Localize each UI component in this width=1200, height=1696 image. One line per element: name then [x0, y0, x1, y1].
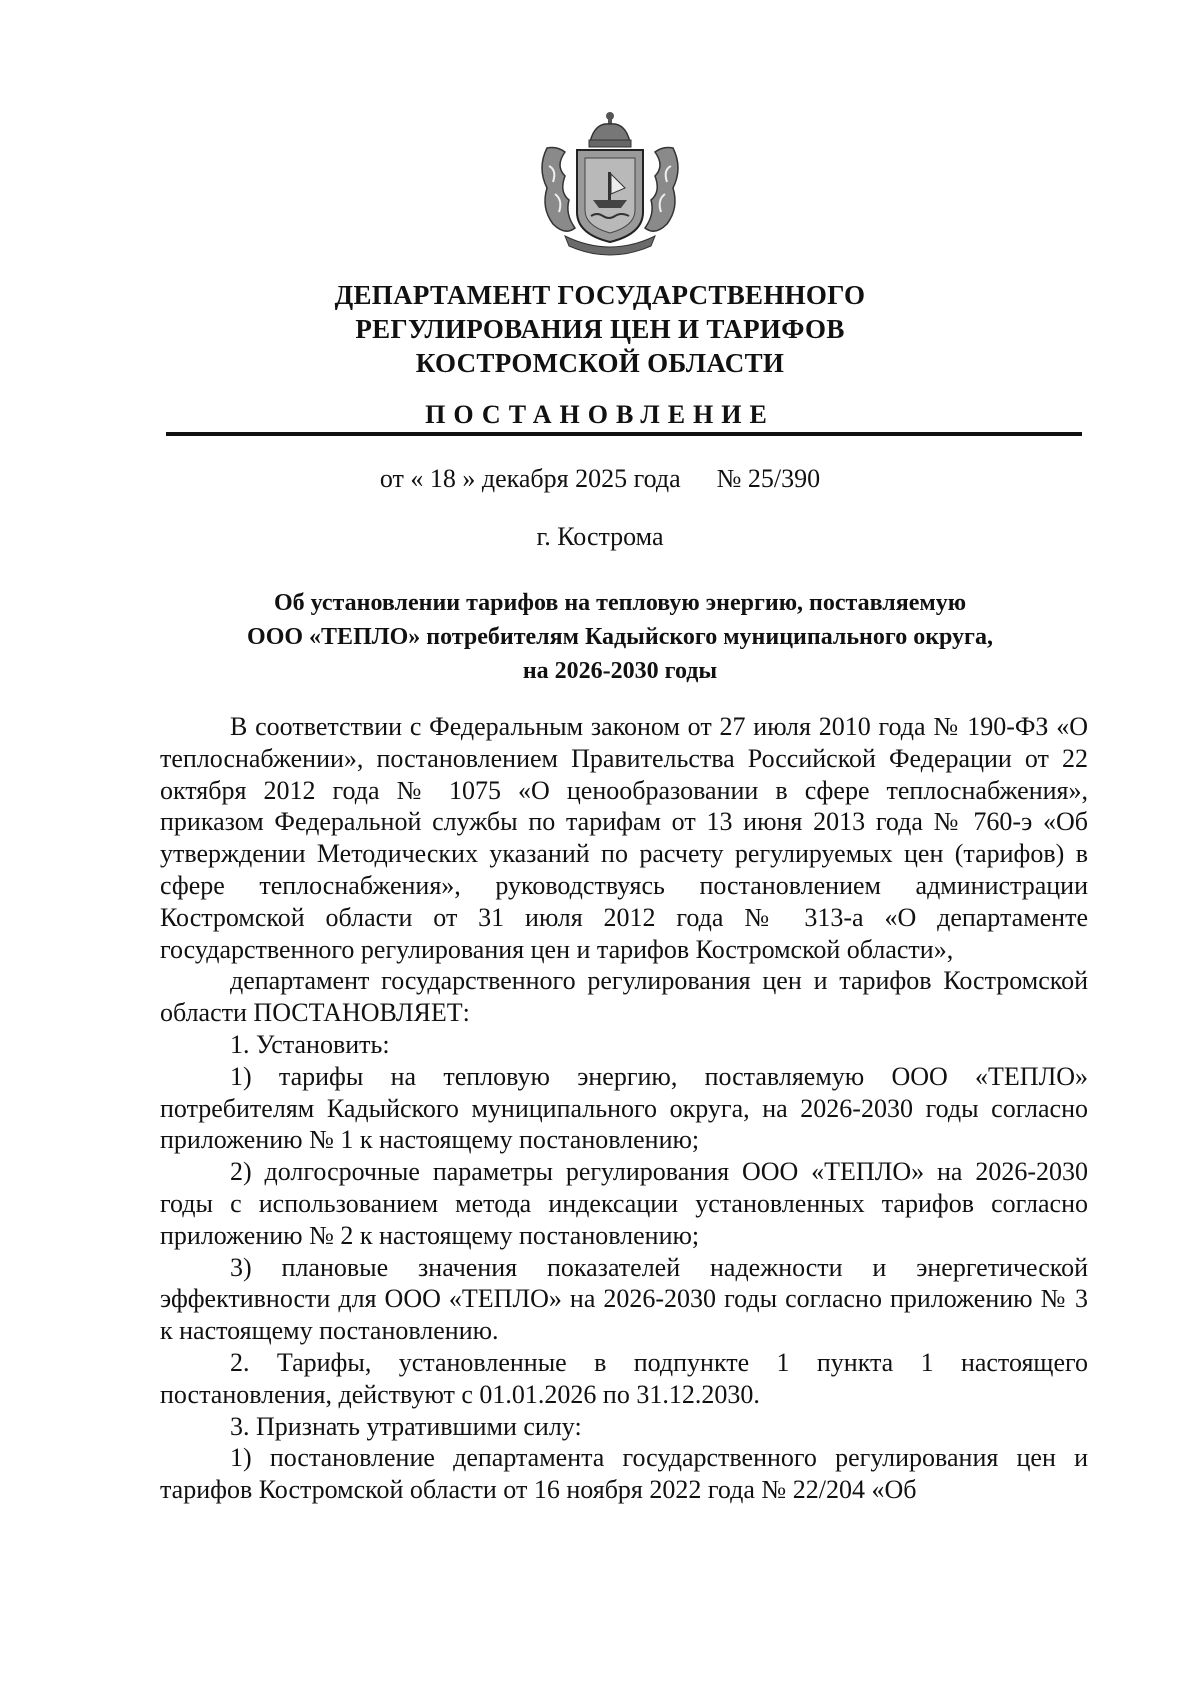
org-name-line2: РЕГУЛИРОВАНИЯ ЦЕН И ТАРИФОВ [355, 314, 845, 344]
org-name-line1: ДЕПАРТАМЕНТ ГОСУДАРСТВЕННОГО [334, 280, 866, 310]
document-date: от « 18 » декабря 2025 года [379, 464, 681, 493]
date-number-line [0, 464, 1200, 494]
document-body [160, 711, 1088, 1506]
item-1-3: 3) плановые значения показателей надежности и энергетической эффективности для ООО «ТЕПЛО» на 2026-2030 годы согласно приложению № 3 к настоящему постановлению. [160, 1252, 1088, 1346]
document-title-line3: на 2026-2030 годы [522, 658, 718, 684]
header-divider [166, 432, 1082, 436]
document-type: ПОСТАНОВЛЕНИЕ [425, 400, 775, 429]
item-2: 2. Тарифы, установленные в подпункте 1 пункта 1 настоящего постановления, действуют с 01.01.2026 по 31.12.2030. [160, 1347, 1088, 1409]
preamble-paragraph: В соответствии с Федеральным законом от 27 июля 2010 года № 190-ФЗ «О теплоснабжении», постановлением Правительства Российской Федерации от 22 октября 2012 года № 1075 «О ценообразовании в сфере теплоснабжения», приказом Федеральной службы по тарифам от 13 июня 2013 года № 760-э «Об утверждении Методических указаний по расчету регулируемых цен (тарифов) в сфере теплоснабжения», руководствуясь постановлением администрации Костромской области от 31 июля 2012 года № 313-а «О департаменте государственного регулирования цен и тарифов Костромской области», [160, 712, 1088, 964]
document-city: г. Кострома [536, 522, 664, 551]
document-title-line2: ООО «ТЕПЛО» потребителям Кадыйского муниципального округа, [247, 624, 993, 650]
item-3-1: 1) постановление департамента государственного регулирования цен и тарифов Костромской области от 16 ноября 2022 года № 22/204 «Об [160, 1443, 1088, 1505]
item-3: 3. Признать утратившими силу: [230, 1411, 582, 1441]
org-name-line3: КОСТРОМСКОЙ ОБЛАСТИ [415, 348, 785, 378]
coat-of-arms-icon [535, 108, 685, 258]
document-number: № 25/390 [716, 464, 821, 493]
item-1-2: 2) долгосрочные параметры регулирования ООО «ТЕПЛО» на 2026-2030 годы с использованием метода индексации установленных тарифов согласно приложению № 2 к настоящему постановлению; [160, 1157, 1088, 1250]
document-title-line1: Об установлении тарифов на тепловую энергию, поставляемую [273, 590, 967, 616]
item-1: 1. Установить: [230, 1029, 390, 1059]
resolves-paragraph: департамент государственного регулирования цен и тарифов Костромской области ПОСТАНОВЛЯЕТ: [160, 966, 1088, 1028]
item-1-1: 1) тарифы на тепловую энергию, поставляемую ООО «ТЕПЛО» потребителям Кадыйского муниципального округа, на 2026-2030 годы согласно приложению № 1 к настоящему постановлению; [160, 1061, 1088, 1155]
